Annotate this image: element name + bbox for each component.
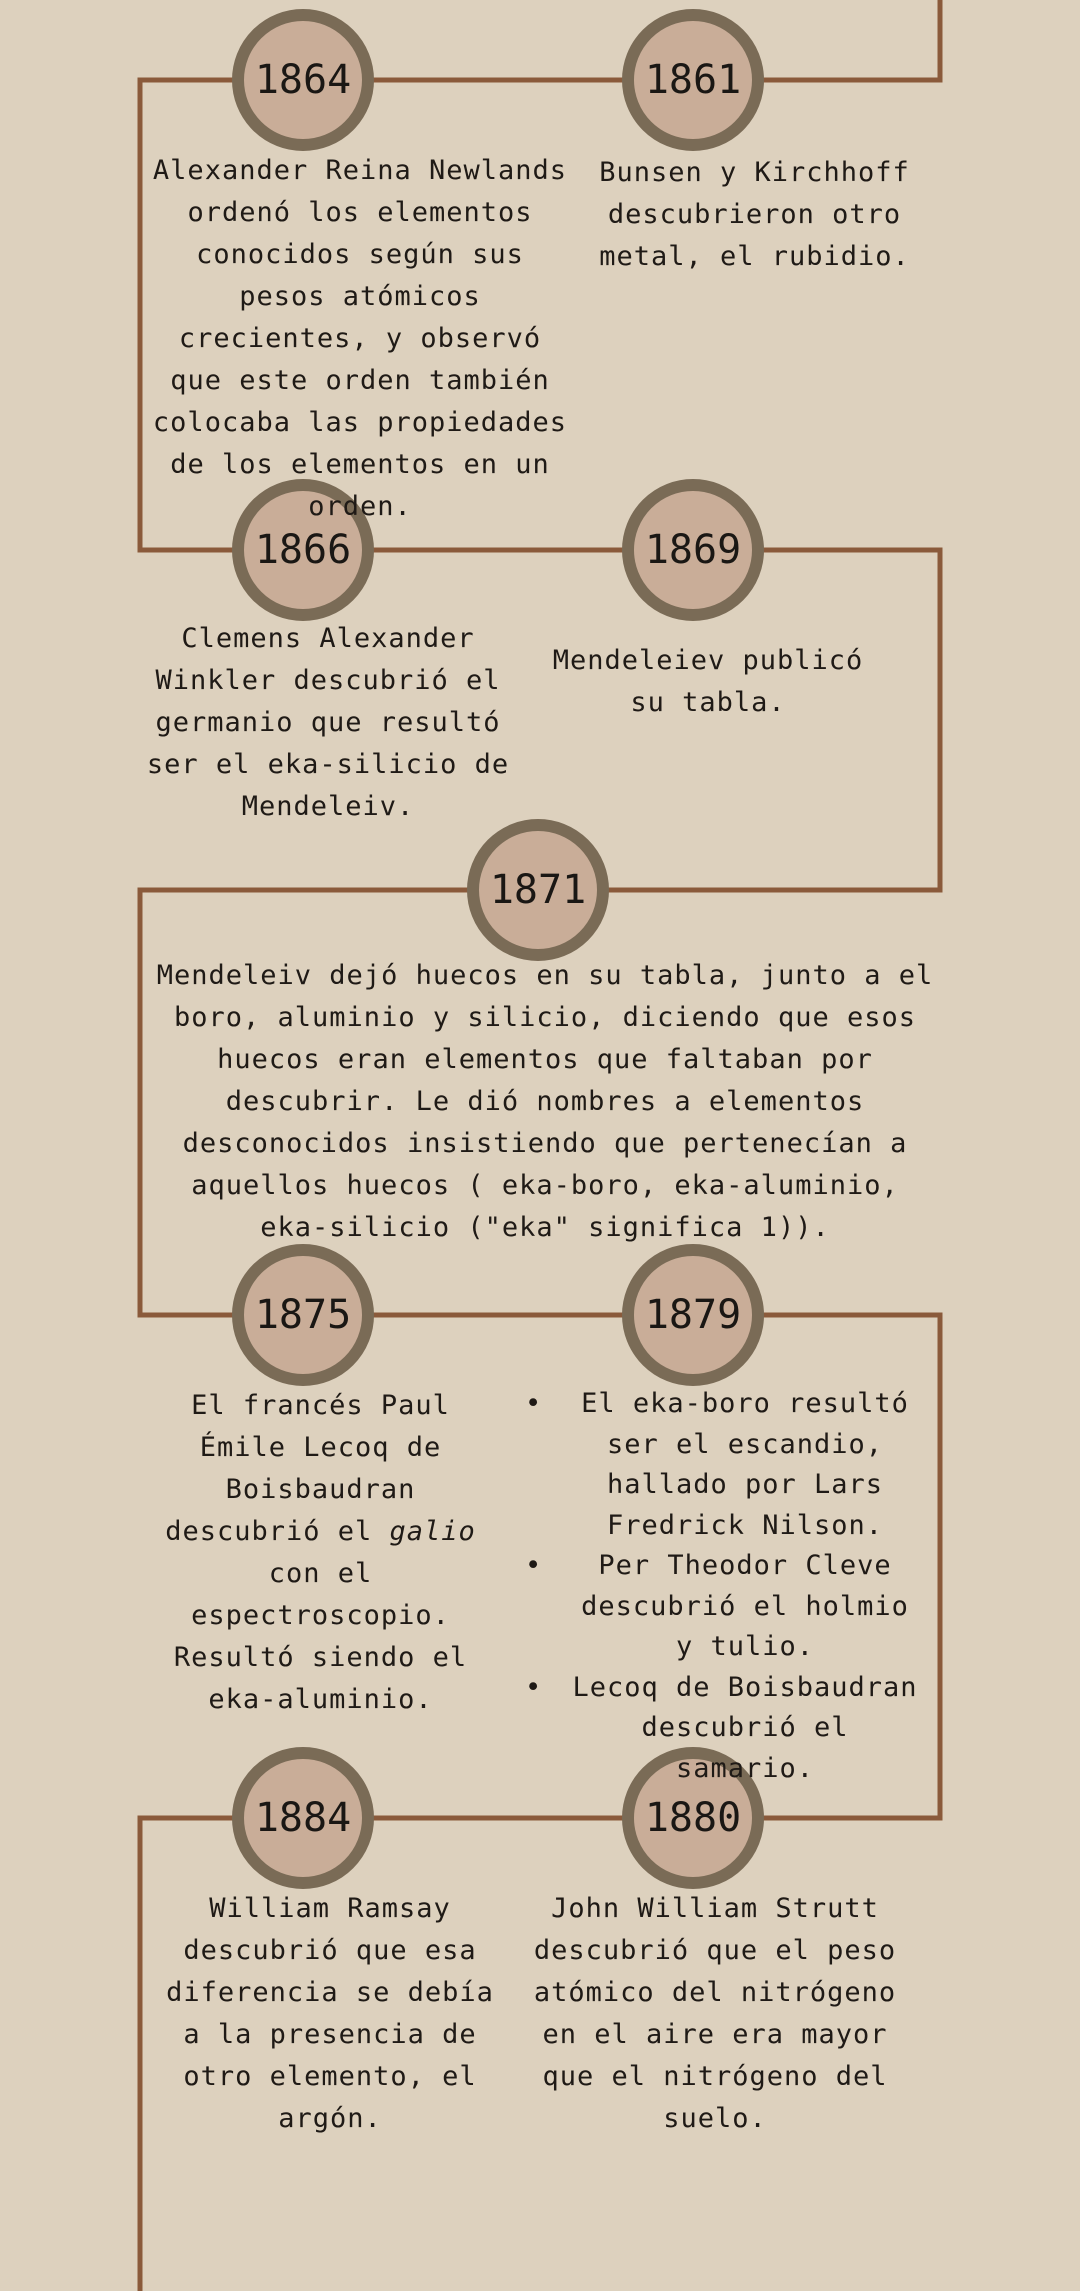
event-text-italic: galio	[389, 1516, 476, 1547]
year-label: 1871	[489, 867, 587, 913]
year-label: 1879	[644, 1292, 742, 1338]
year-label: 1880	[644, 1795, 742, 1841]
year-node-1871	[467, 819, 609, 961]
year-node-1884	[232, 1747, 374, 1889]
event-text-part: El francés Paul Émile Lecoq de Boisbaudran descubrió el	[165, 1390, 450, 1547]
event-bullets-1879	[525, 1384, 925, 1789]
year-node-1864	[232, 9, 374, 151]
event-text-1875	[143, 1385, 498, 1721]
year-label: 1875	[254, 1292, 352, 1338]
list-item: • Per Theodor Cleve descubrió el holmio y tulio.	[525, 1546, 925, 1668]
year-label: 1861	[644, 57, 742, 103]
year-node-1869	[622, 479, 764, 621]
year-node-1861	[622, 9, 764, 151]
event-text-1866: Clemens Alexander Winkler descubrió el germanio que resultó ser el eka-silicio de Mendeleiv.	[146, 623, 510, 822]
event-text-1880: John William Strutt descubrió que el peso atómico del nitrógeno en el aire era mayor que el nitrógeno del suelo.	[533, 1893, 897, 2134]
year-label: 1869	[644, 527, 742, 573]
event-text-1871: Mendeleiv dejó huecos en su tabla, junto a el boro, aluminio y silicio, diciendo que esos huecos eran elementos que faltaban por descubrir. Le dió nombres a elementos desconocidos insistiendo que pertenecían a aquellos huecos ( eka-boro, eka-aluminio, eka-silicio ("eka" significa 1)).	[156, 960, 934, 1243]
event-text-1869: Mendeleiev publicó su tabla.	[552, 645, 864, 718]
event-text-part: con el espectroscopio. Resultó siendo el eka-aluminio.	[173, 1558, 468, 1715]
year-node-1875	[232, 1244, 374, 1386]
event-text-1864: Alexander Reina Newlands ordenó los elementos conocidos según sus pesos atómicos crecientes, y observó que este orden también colocaba las propiedades de los elementos en un orden.	[152, 155, 568, 522]
event-text-1884: William Ramsay descubrió que esa diferencia se debía a la presencia de otro elemento, el argón.	[166, 1893, 494, 2134]
list-item: • Lecoq de Boisbaudran descubrió el samario.	[525, 1668, 925, 1790]
year-label: 1864	[254, 57, 352, 103]
year-label: 1866	[254, 527, 352, 573]
list-item: • El eka-boro resultó ser el escandio, hallado por Lars Fredrick Nilson.	[525, 1384, 925, 1546]
year-node-1879	[622, 1244, 764, 1386]
year-label: 1884	[254, 1795, 352, 1841]
event-text-1861: Bunsen y Kirchhoff descubrieron otro metal, el rubidio.	[599, 157, 910, 272]
